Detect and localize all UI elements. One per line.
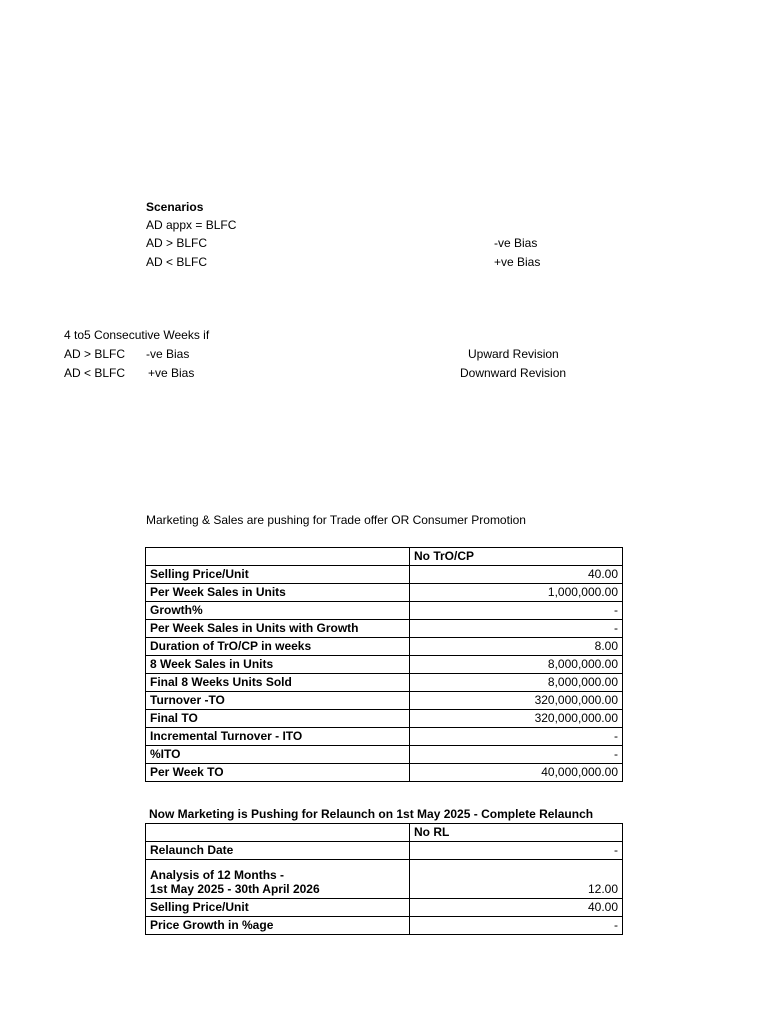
- row-value: 8.00: [410, 638, 623, 656]
- row-value: 40,000,000.00: [410, 764, 623, 782]
- row-value: 1,000,000.00: [410, 584, 623, 602]
- table-row: [146, 860, 623, 899]
- row-label: Growth%: [146, 602, 410, 620]
- scenario-row-3-right: +ve Bias: [494, 255, 541, 269]
- table-row: [146, 899, 623, 917]
- row-value: -: [410, 728, 623, 746]
- row-value: 12.00: [410, 860, 623, 899]
- row-label: Duration of TrO/CP in weeks: [146, 638, 410, 656]
- row-label: Price Growth in %age: [146, 917, 410, 935]
- relaunch-header-row: [146, 824, 623, 842]
- consecutive-row-2-action: Downward Revision: [460, 366, 567, 380]
- consecutive-row-1-bias: -ve Bias: [146, 347, 190, 361]
- row-label-line-2: 1st May 2025 - 30th April 2026: [150, 882, 320, 896]
- row-label: Per Week Sales in Units with Growth: [146, 620, 410, 638]
- row-label: Relaunch Date: [146, 842, 410, 860]
- table-row: [146, 620, 623, 638]
- row-value: -: [410, 842, 623, 860]
- row-value: -: [410, 602, 623, 620]
- row-label: 8 Week Sales in Units: [146, 656, 410, 674]
- row-label: Per Week TO: [146, 764, 410, 782]
- scenario-row-3-left: AD < BLFC: [146, 255, 208, 269]
- table-row: [146, 602, 623, 620]
- row-label: Turnover -TO: [146, 692, 410, 710]
- promo-col-header: No TrO/CP: [410, 548, 623, 566]
- row-value: -: [410, 620, 623, 638]
- row-label-line-1: Analysis of 12 Months -: [150, 868, 285, 882]
- consecutive-row-1-cond: AD > BLFC: [64, 347, 126, 361]
- row-label: Per Week Sales in Units: [146, 584, 410, 602]
- row-label: [146, 860, 410, 899]
- table-row: [146, 710, 623, 728]
- table-row: [146, 764, 623, 782]
- scenarios-title: Scenarios: [146, 200, 204, 214]
- row-label: %ITO: [146, 746, 410, 764]
- row-label: Selling Price/Unit: [146, 899, 410, 917]
- row-label: Final 8 Weeks Units Sold: [146, 674, 410, 692]
- row-label: Final TO: [146, 710, 410, 728]
- row-label: Selling Price/Unit: [146, 566, 410, 584]
- consecutive-row-1-action: Upward Revision: [468, 347, 559, 361]
- row-label: Incremental Turnover - ITO: [146, 728, 410, 746]
- row-value: 320,000,000.00: [410, 710, 623, 728]
- scenario-row-1-left: AD appx = BLFC: [146, 218, 237, 232]
- row-value: -: [410, 746, 623, 764]
- scenario-row-2-right: -ve Bias: [494, 236, 538, 250]
- relaunch-header-blank: [146, 824, 410, 842]
- table-row: [146, 728, 623, 746]
- table-row: [146, 917, 623, 935]
- promo-header-blank: [146, 548, 410, 566]
- relaunch-table: [145, 823, 623, 935]
- table-row: [146, 656, 623, 674]
- promo-table: [145, 547, 623, 782]
- promo-heading: Marketing & Sales are pushing for Trade offer OR Consumer Promotion: [146, 513, 526, 527]
- promo-header-row: [146, 548, 623, 566]
- relaunch-col-header: No RL: [410, 824, 623, 842]
- row-value: 8,000,000.00: [410, 674, 623, 692]
- consecutive-title: 4 to5 Consecutive Weeks if: [64, 328, 210, 342]
- table-row: [146, 746, 623, 764]
- row-value: -: [410, 917, 623, 935]
- scenario-row-2-left: AD > BLFC: [146, 236, 208, 250]
- row-value: 40.00: [410, 899, 623, 917]
- table-row: [146, 638, 623, 656]
- table-row: [146, 842, 623, 860]
- table-row: [146, 674, 623, 692]
- relaunch-heading: Now Marketing is Pushing for Relaunch on 1st May 2025 - Complete Relaunch: [149, 807, 594, 821]
- row-value: 320,000,000.00: [410, 692, 623, 710]
- consecutive-row-2-bias: +ve Bias: [148, 366, 195, 380]
- table-row: [146, 692, 623, 710]
- consecutive-row-2-cond: AD < BLFC: [64, 366, 126, 380]
- table-row: [146, 566, 623, 584]
- row-value: 8,000,000.00: [410, 656, 623, 674]
- row-value: 40.00: [410, 566, 623, 584]
- table-row: [146, 584, 623, 602]
